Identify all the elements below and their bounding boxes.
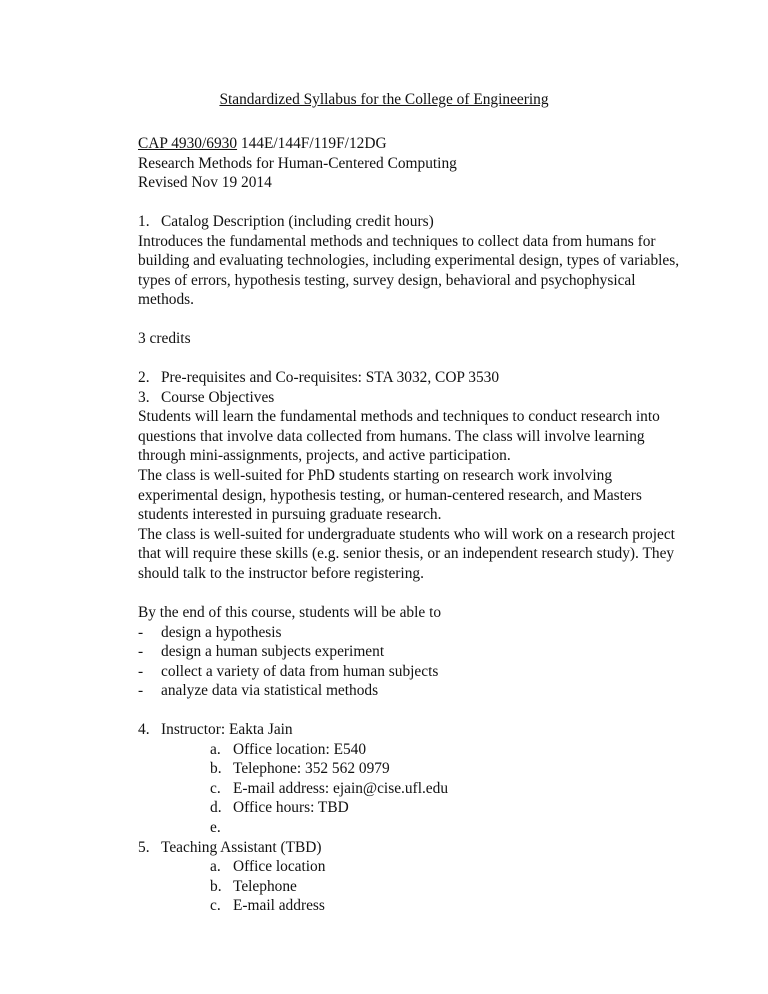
item-letter: e. <box>210 819 221 836</box>
telephone: Telephone: 352 562 0979 <box>233 760 390 778</box>
email-address: E-mail address <box>233 897 325 915</box>
item-letter: b. <box>210 877 222 895</box>
item-letter: d. <box>210 799 222 817</box>
section-number: 5. <box>138 838 150 856</box>
telephone: Telephone <box>233 877 297 895</box>
section-heading: Teaching Assistant (TBD) <box>161 838 322 856</box>
outcome-text: collect a variety of data from human subjects <box>161 662 439 680</box>
course-code-line <box>138 134 387 154</box>
course-sections: 144E/144F/119F/12DG <box>237 135 387 152</box>
paragraph-line: Students will learn the fundamental methods and techniques to conduct research into <box>138 408 660 426</box>
outcome-text: design a human subjects experiment <box>161 643 385 661</box>
item-letter: a. <box>210 858 221 876</box>
outcome-text: design a hypothesis <box>161 623 282 641</box>
office-hours: Office hours: TBD <box>233 799 349 817</box>
course-code: CAP 4930/6930 <box>138 135 238 152</box>
outcome-text: analyze data via statistical methods <box>161 682 379 700</box>
bullet-dash: - <box>138 662 144 680</box>
section-number: 2. <box>138 369 150 386</box>
paragraph-line: methods. <box>138 291 195 309</box>
paragraph-line: that will require these skills (e.g. senior thesis, or an independent research study). They <box>138 545 675 563</box>
outcomes-intro: By the end of this course, students will be able to <box>138 604 442 621</box>
paragraph-line: building and evaluating technologies, including experimental design, types of variables, <box>138 252 680 270</box>
bullet-dash: - <box>138 623 144 641</box>
item-letter: c. <box>210 897 221 915</box>
paragraph-line: questions that involve data collected from humans. The class will involve learning <box>138 427 645 445</box>
item-letter: b. <box>210 760 222 778</box>
section-number: 3. <box>138 388 150 406</box>
office-location: Office location <box>233 858 326 876</box>
paragraph-line: experimental design, hypothesis testing, or human-centered research, and Masters <box>138 486 642 504</box>
credits-text: 3 credits <box>138 330 191 347</box>
paragraph-line: The class is well-suited for PhD students starting on research work involving <box>138 467 613 484</box>
section-heading: Catalog Description (including credit hours) <box>161 213 434 230</box>
section-heading: Instructor: Eakta Jain <box>161 721 293 738</box>
course-name: Research Methods for Human-Centered Computing <box>138 154 457 172</box>
paragraph-line: should talk to the instructor before registering. <box>138 565 424 582</box>
paragraph-line: Introduces the fundamental methods and techniques to collect data from humans for <box>138 232 656 250</box>
paragraph-line: The class is well-suited for undergraduate students who will work on a research project <box>138 525 675 543</box>
paragraph-line: students interested in pursuing graduate research. <box>138 506 442 524</box>
section-heading: Pre-requisites and Co-requisites: STA 3032, COP 3530 <box>161 369 500 386</box>
section-number: 4. <box>138 721 150 738</box>
revised-date: Revised Nov 19 2014 <box>138 174 272 192</box>
email-address: E-mail address: ejain@cise.ufl.edu <box>233 779 449 797</box>
office-location: Office location: E540 <box>233 740 367 758</box>
paragraph-line: types of errors, hypothesis testing, survey design, behavioral and psychophysical <box>138 271 636 289</box>
bullet-dash: - <box>138 643 144 661</box>
item-letter: a. <box>210 740 221 758</box>
paragraph-line: through mini-assignments, projects, and active participation. <box>138 447 511 465</box>
section-number: 1. <box>138 213 150 230</box>
page-title: Standardized Syllabus for the College of Engineering <box>219 91 549 108</box>
bullet-dash: - <box>138 682 144 700</box>
section-heading: Course Objectives <box>161 388 275 406</box>
item-letter: c. <box>210 779 221 797</box>
